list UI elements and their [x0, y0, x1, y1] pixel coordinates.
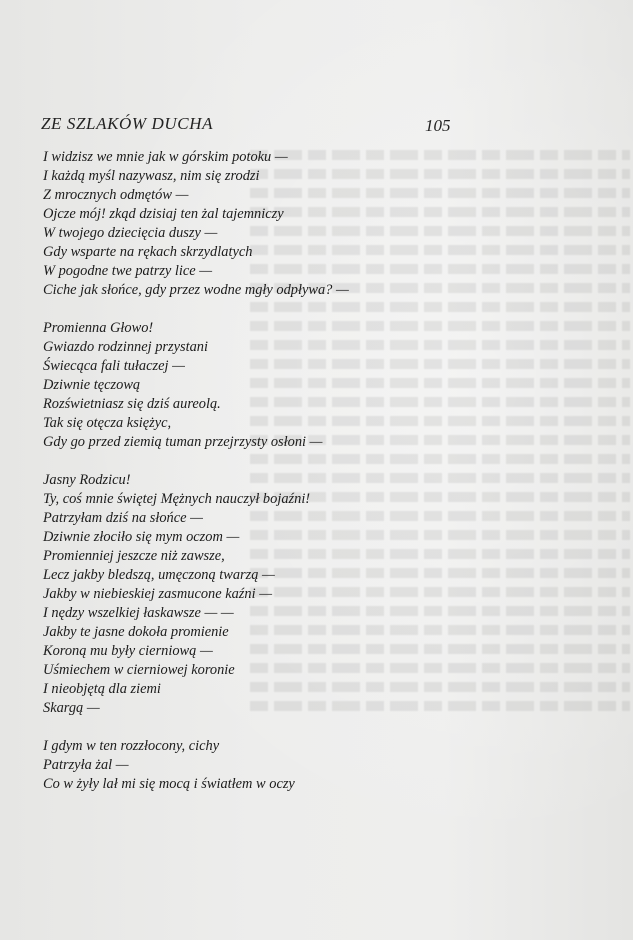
verse-line: Ojcze mój! zkąd dzisiaj ten żal tajemniczy [43, 206, 284, 222]
verse-line: Ciche jak słońce, gdy przez wodne mgły odpływa? — [43, 282, 349, 298]
verse-line: Ty, coś mnie świętej Mężnych nauczył bojaźni! [43, 491, 311, 507]
verse-line: I każdą myśl nazywasz, nim się zrodzi [43, 168, 260, 184]
verse-line: Lecz jakby bledszą, umęczoną twarzą — [43, 567, 275, 583]
stanza-3 [43, 471, 443, 718]
verse-line: Gdy go przed ziemią tuman przejrzysty osłoni — [43, 434, 323, 450]
verse-line: Tak się otęcza księżyc, [43, 415, 172, 431]
verse-line: Gwiazdo rodzinnej przystani [43, 339, 208, 355]
poem-text [43, 148, 443, 813]
verse-line: Promienniej jeszcze niż zawsze, [43, 548, 225, 564]
verse-line: I widzisz we mnie jak w górskim potoku — [43, 149, 288, 165]
verse-line: I nędzy wszelkiej łaskawsze — — [43, 605, 234, 621]
verse-line: Jakby w niebieskiej zasmucone kaźni — [43, 586, 272, 602]
verse-line: Uśmiechem w cierniowej koronie [43, 662, 235, 678]
verse-line: Promienna Głowo! [43, 320, 154, 336]
verse-line: Skargą — [43, 700, 100, 716]
verse-line: Jakby te jasne dokoła promienie [43, 624, 229, 640]
verse-line: W twojego dziecięcia duszy — [43, 225, 218, 241]
verse-line: I nieobjętą dla ziemi [43, 681, 161, 697]
verse-line: Z mrocznych odmętów — [43, 187, 189, 203]
verse-line: Świecąca fali tułaczej — [43, 358, 185, 374]
verse-line: Rozświetniasz się dziś aureolą. [43, 396, 221, 412]
verse-line: Gdy wsparte na rękach skrzydlatych [43, 244, 253, 260]
verse-line: Dziwnie złociło się mym oczom — [43, 529, 240, 545]
verse-line: Patrzyła żal — [43, 757, 129, 773]
verse-line: Jasny Rodzicu! [43, 472, 131, 488]
page-number: 105 [425, 116, 451, 135]
verse-line: Co w żyły lał mi się mocą i światłem w oczy [43, 776, 295, 792]
stanza-1 [43, 148, 443, 300]
verse-line: I gdym w ten rozzłocony, cichy [43, 738, 220, 754]
stanza-2 [43, 319, 443, 452]
running-head: ZE SZLAKÓW DUCHA [41, 114, 214, 133]
verse-line: W pogodne twe patrzy lice — [43, 263, 213, 279]
verse-line: Koroną mu były cierniową — [43, 643, 213, 659]
verse-line: Dziwnie tęczową [43, 377, 141, 393]
stanza-4 [43, 737, 443, 794]
verse-line: Patrzyłam dziś na słońce — [43, 510, 203, 526]
